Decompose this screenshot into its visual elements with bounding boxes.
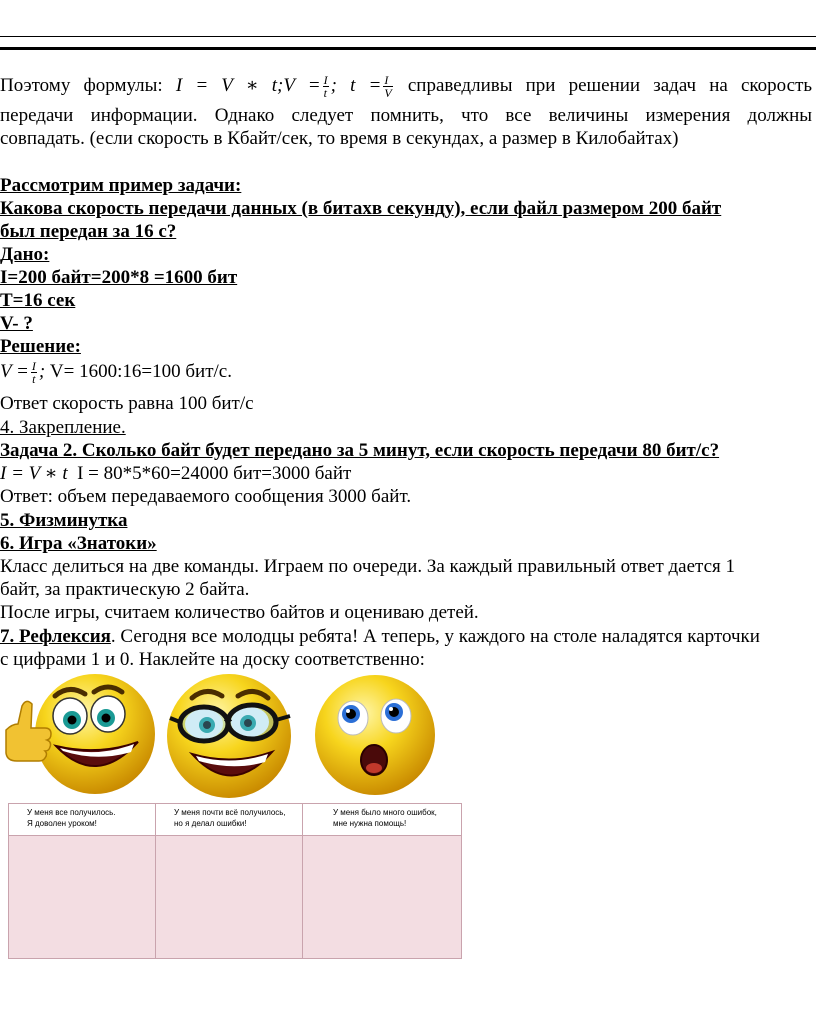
formulas-line-1: Поэтому формулы: I = V ∗ t;V = $\frac{I}{t}$ ; t = $\frac{I}{V}$ справедливы при решении задач на скорость xyxy=(0,73,813,101)
formulas-tail: справедливы при решении задач на скорость xyxy=(407,75,813,96)
formula-t-fraction: $\frac{I}{V}$ xyxy=(384,73,392,101)
example-question-2: был передан за 16 с? xyxy=(0,221,177,242)
section4-heading: 4. Закрепление. xyxy=(0,417,126,438)
reflection-table-body xyxy=(9,836,462,959)
happy-thumbs-up-smiley-icon xyxy=(0,672,160,800)
reflection-col2-line2: но я делал ошибки! xyxy=(174,819,247,828)
example-question-1: Какова скорость передачи данных (в битахв секунду), если файл размером 200 байт xyxy=(0,198,722,219)
formulas-line-3: совпадать. (если скорость в Кбайт/сек, то время в секундах, а размер в Килобайтах) xyxy=(0,128,679,149)
solution-label: Решение: xyxy=(0,336,81,357)
task2-formula-line xyxy=(0,462,351,485)
task2-formula: I = V ∗ t xyxy=(0,463,68,484)
given-v: V- ? xyxy=(0,313,33,334)
solution-lhs: V = xyxy=(0,361,29,382)
formula-v-fraction: $\frac{I}{t}$ xyxy=(323,73,328,101)
top-rule-thin xyxy=(0,36,816,37)
section7-line-1 xyxy=(0,625,760,648)
section6-heading: 6. Игра «Знатоки» xyxy=(0,533,157,554)
section6-text-1: Класс делиться на две команды. Играем по очереди. За каждый правильный ответ дается 1 xyxy=(0,556,736,577)
reflection-table-header xyxy=(9,804,462,836)
reflection-col-need-help xyxy=(303,804,462,836)
section6-text-3: После игры, считаем количество байтов и оцениваю детей. xyxy=(0,602,479,623)
reflection-col1-line1: У меня все получилось. xyxy=(27,808,116,817)
given-t: T=16 сек xyxy=(0,290,76,311)
reflection-col3-line2: мне нужна помощь! xyxy=(333,819,407,828)
reflection-col1-line2: Я доволен уроком! xyxy=(27,819,97,828)
section7-heading: 7. Рефлексия xyxy=(0,626,111,647)
reflection-col3-line1: У меня было много ошибок, xyxy=(333,808,437,817)
reflection-cell-2[interactable] xyxy=(156,836,303,959)
surprised-smiley-icon xyxy=(308,672,442,798)
task2-calc: I = 80*5*60=24000 бит=3000 байт xyxy=(77,463,352,484)
task2-text: Задача 2. Сколько байт будет передано за 5 минут, если скорость передачи 80 бит/с? xyxy=(0,440,720,461)
top-rule-thick xyxy=(0,47,816,50)
reflection-col-mostly-good xyxy=(156,804,303,836)
task2-answer: Ответ: объем передаваемого сообщения 3000 байт. xyxy=(0,486,412,507)
formula-v-lhs: V = xyxy=(283,75,321,96)
solution-calc: V= 1600:16=100 бит/с. xyxy=(49,361,232,382)
reflection-table xyxy=(8,803,462,959)
given-label: Дано: xyxy=(0,244,50,265)
example-heading: Рассмотрим пример задачи: xyxy=(0,175,242,196)
formula-i: I = V ∗ t; xyxy=(175,75,284,96)
formulas-lead: Поэтому формулы: xyxy=(0,75,163,96)
reflection-col2-line1: У меня почти всё получилось, xyxy=(174,808,286,817)
section6-text-2: байт, за практическую 2 байта. xyxy=(0,579,250,600)
solution-fraction: $\frac{I}{t}$ xyxy=(31,359,36,387)
formula-t-lhs: t = xyxy=(350,75,382,96)
section7-text-2: с цифрами 1 и 0. Наклейте на доску соответственно: xyxy=(0,649,425,670)
given-i: I=200 байт=200*8 =1600 бит xyxy=(0,267,238,288)
section5-heading: 5. Физминутка xyxy=(0,510,128,531)
smiley-with-glasses-icon xyxy=(162,672,297,800)
reflection-col-all-good xyxy=(9,804,156,836)
reflection-cell-3[interactable] xyxy=(303,836,462,959)
formulas-line-2: передачи информации. Однако следует помнить, что все величины измерения должны xyxy=(0,105,812,126)
example-answer: Ответ скорость равна 100 бит/с xyxy=(0,393,254,414)
section7-text-1: . Сегодня все молодцы ребята! А теперь, у каждого на столе наладятся карточки xyxy=(110,626,760,647)
reflection-cell-1[interactable] xyxy=(9,836,156,959)
solution-line: V = $\frac{I}{t}$ ; V= 1600:16=100 бит/с. xyxy=(0,359,232,387)
